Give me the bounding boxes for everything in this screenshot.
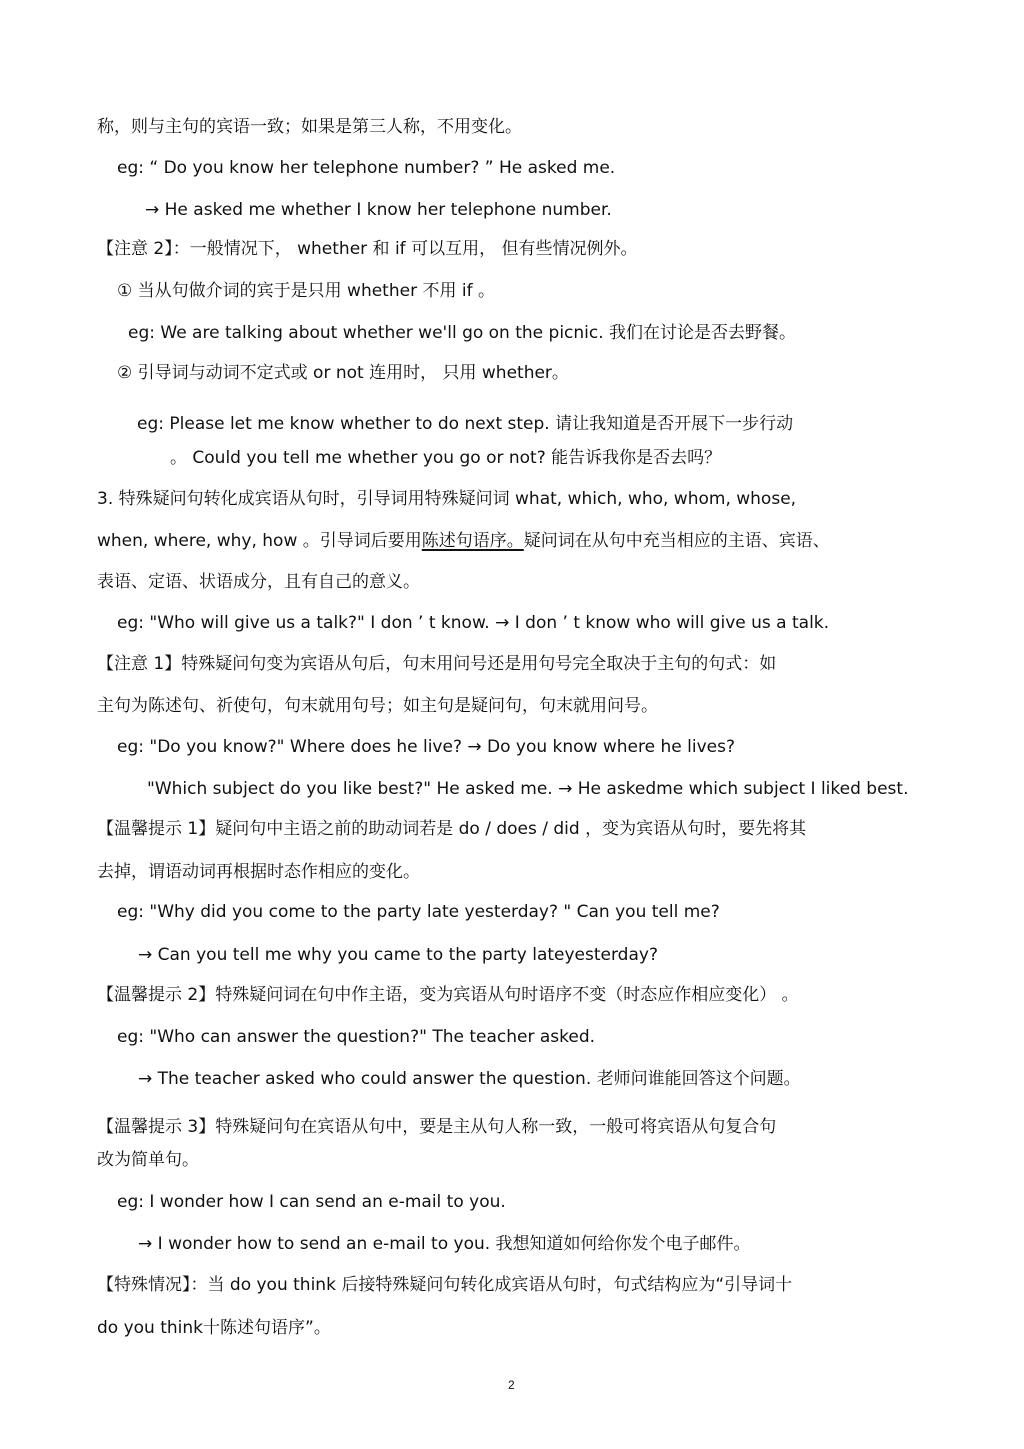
text-line-20: eg: "Why did you come to the party late yesterday? " Can you tell me?: [117, 902, 720, 922]
text-line-9: 。 Could you tell me whether you go or not? 能告诉我你是否去吗？: [170, 448, 722, 468]
text-line-5: ① 当从句做介词的宾于是只用 whether 不用 if 。: [117, 281, 495, 301]
text-line-21: → Can you tell me why you came to the party lateyesterday?: [138, 945, 658, 965]
underlined-phrase: 陈述句语序。: [421, 531, 524, 551]
text-line-6: eg: We are talking about whether we'll go on the picnic. 我们在讨论是否去野餐。: [128, 323, 797, 343]
text-line-28: → I wonder how to send an e-mail to you. 我想知道如何给你发个电子邮件。: [138, 1234, 751, 1254]
special-case-heading: 【特殊情况】：当 do you think 后接特殊疑问句转化成宾语从句时，句式结构应为“引导词十: [97, 1275, 793, 1295]
text-line-15: 主句为陈述句、祈使句，句末就用句号；如主句是疑问句，句末就用问号。: [97, 696, 658, 716]
text-line-23: eg: "Who can answer the question?" The teacher asked.: [117, 1027, 596, 1047]
text-line-11-end: 疑问词在从句中充当相应的主语、宾语、: [523, 531, 830, 551]
text-line-7: ② 引导词与动词不定式或 or not 连用时， 只用 whether。: [117, 363, 569, 383]
tip-2-heading: 【温馨提示 2】特殊疑问词在句中作主语，变为宾语从句时语序不变（时态应作相应变化） 。: [97, 985, 799, 1005]
note-1-heading: 【注意 1】特殊疑问句变为宾语从句后，句末用问号还是用句号完全取决于主句的句式：如: [97, 654, 777, 674]
text-line-12: 表语、定语、状语成分，且有自己的意义。: [97, 572, 420, 592]
tip-3-heading: 【温馨提示 3】特殊疑问句在宾语从句中，要是主从句人称一致，一般可将宾语从句复合句: [97, 1117, 777, 1137]
text-line-2: eg: “ Do you know her telephone number? ” He asked me.: [117, 158, 616, 178]
text-line-19: 去掉，谓语动词再根据时态作相应的变化。: [97, 862, 420, 882]
text-line-11-start: when, where, why, how 。引导词后要用: [97, 531, 422, 551]
tip-1-heading: 【温馨提示 1】疑问句中主语之前的助动词若是 do / does / did ，变为宾语从句时，要先将其: [97, 819, 807, 839]
text-line-3: → He asked me whether I know her telephone number.: [145, 200, 612, 220]
text-line-8: eg: Please let me know whether to do next step. 请让我知道是否开展下一步行动: [137, 414, 794, 434]
text-line-16: eg: "Do you know?" Where does he live? → Do you know where he lives?: [117, 737, 735, 757]
note-2-heading: 【注意 2】：一般情况下， whether 和 if 可以互用， 但有些情况例外。: [97, 239, 638, 259]
text-line-27: eg: I wonder how I can send an e-mail to you.: [117, 1192, 506, 1212]
text-line-13: eg: "Who will give us a talk?" I don ’ t know. → I don ’ t know who will give us a talk.: [117, 613, 830, 633]
text-line-11: [97, 530, 830, 552]
text-line-30: do you think十陈述句语序”。: [97, 1318, 331, 1338]
text-line-1: 称，则与主句的宾语一致；如果是第三人称，不用变化。: [97, 117, 522, 137]
text-line-26: 改为简单句。: [97, 1150, 199, 1170]
text-line-17: "Which subject do you like best?" He asked me. → He askedme which subject I liked best.: [147, 779, 909, 799]
page-number: 2: [508, 1378, 515, 1392]
section-3-heading: 3. 特殊疑问句转化成宾语从句时，引导词用特殊疑问词 what, which, who, whom, whose,: [97, 489, 797, 509]
text-line-24: → The teacher asked who could answer the question. 老师问谁能回答这个问题。: [138, 1069, 801, 1089]
